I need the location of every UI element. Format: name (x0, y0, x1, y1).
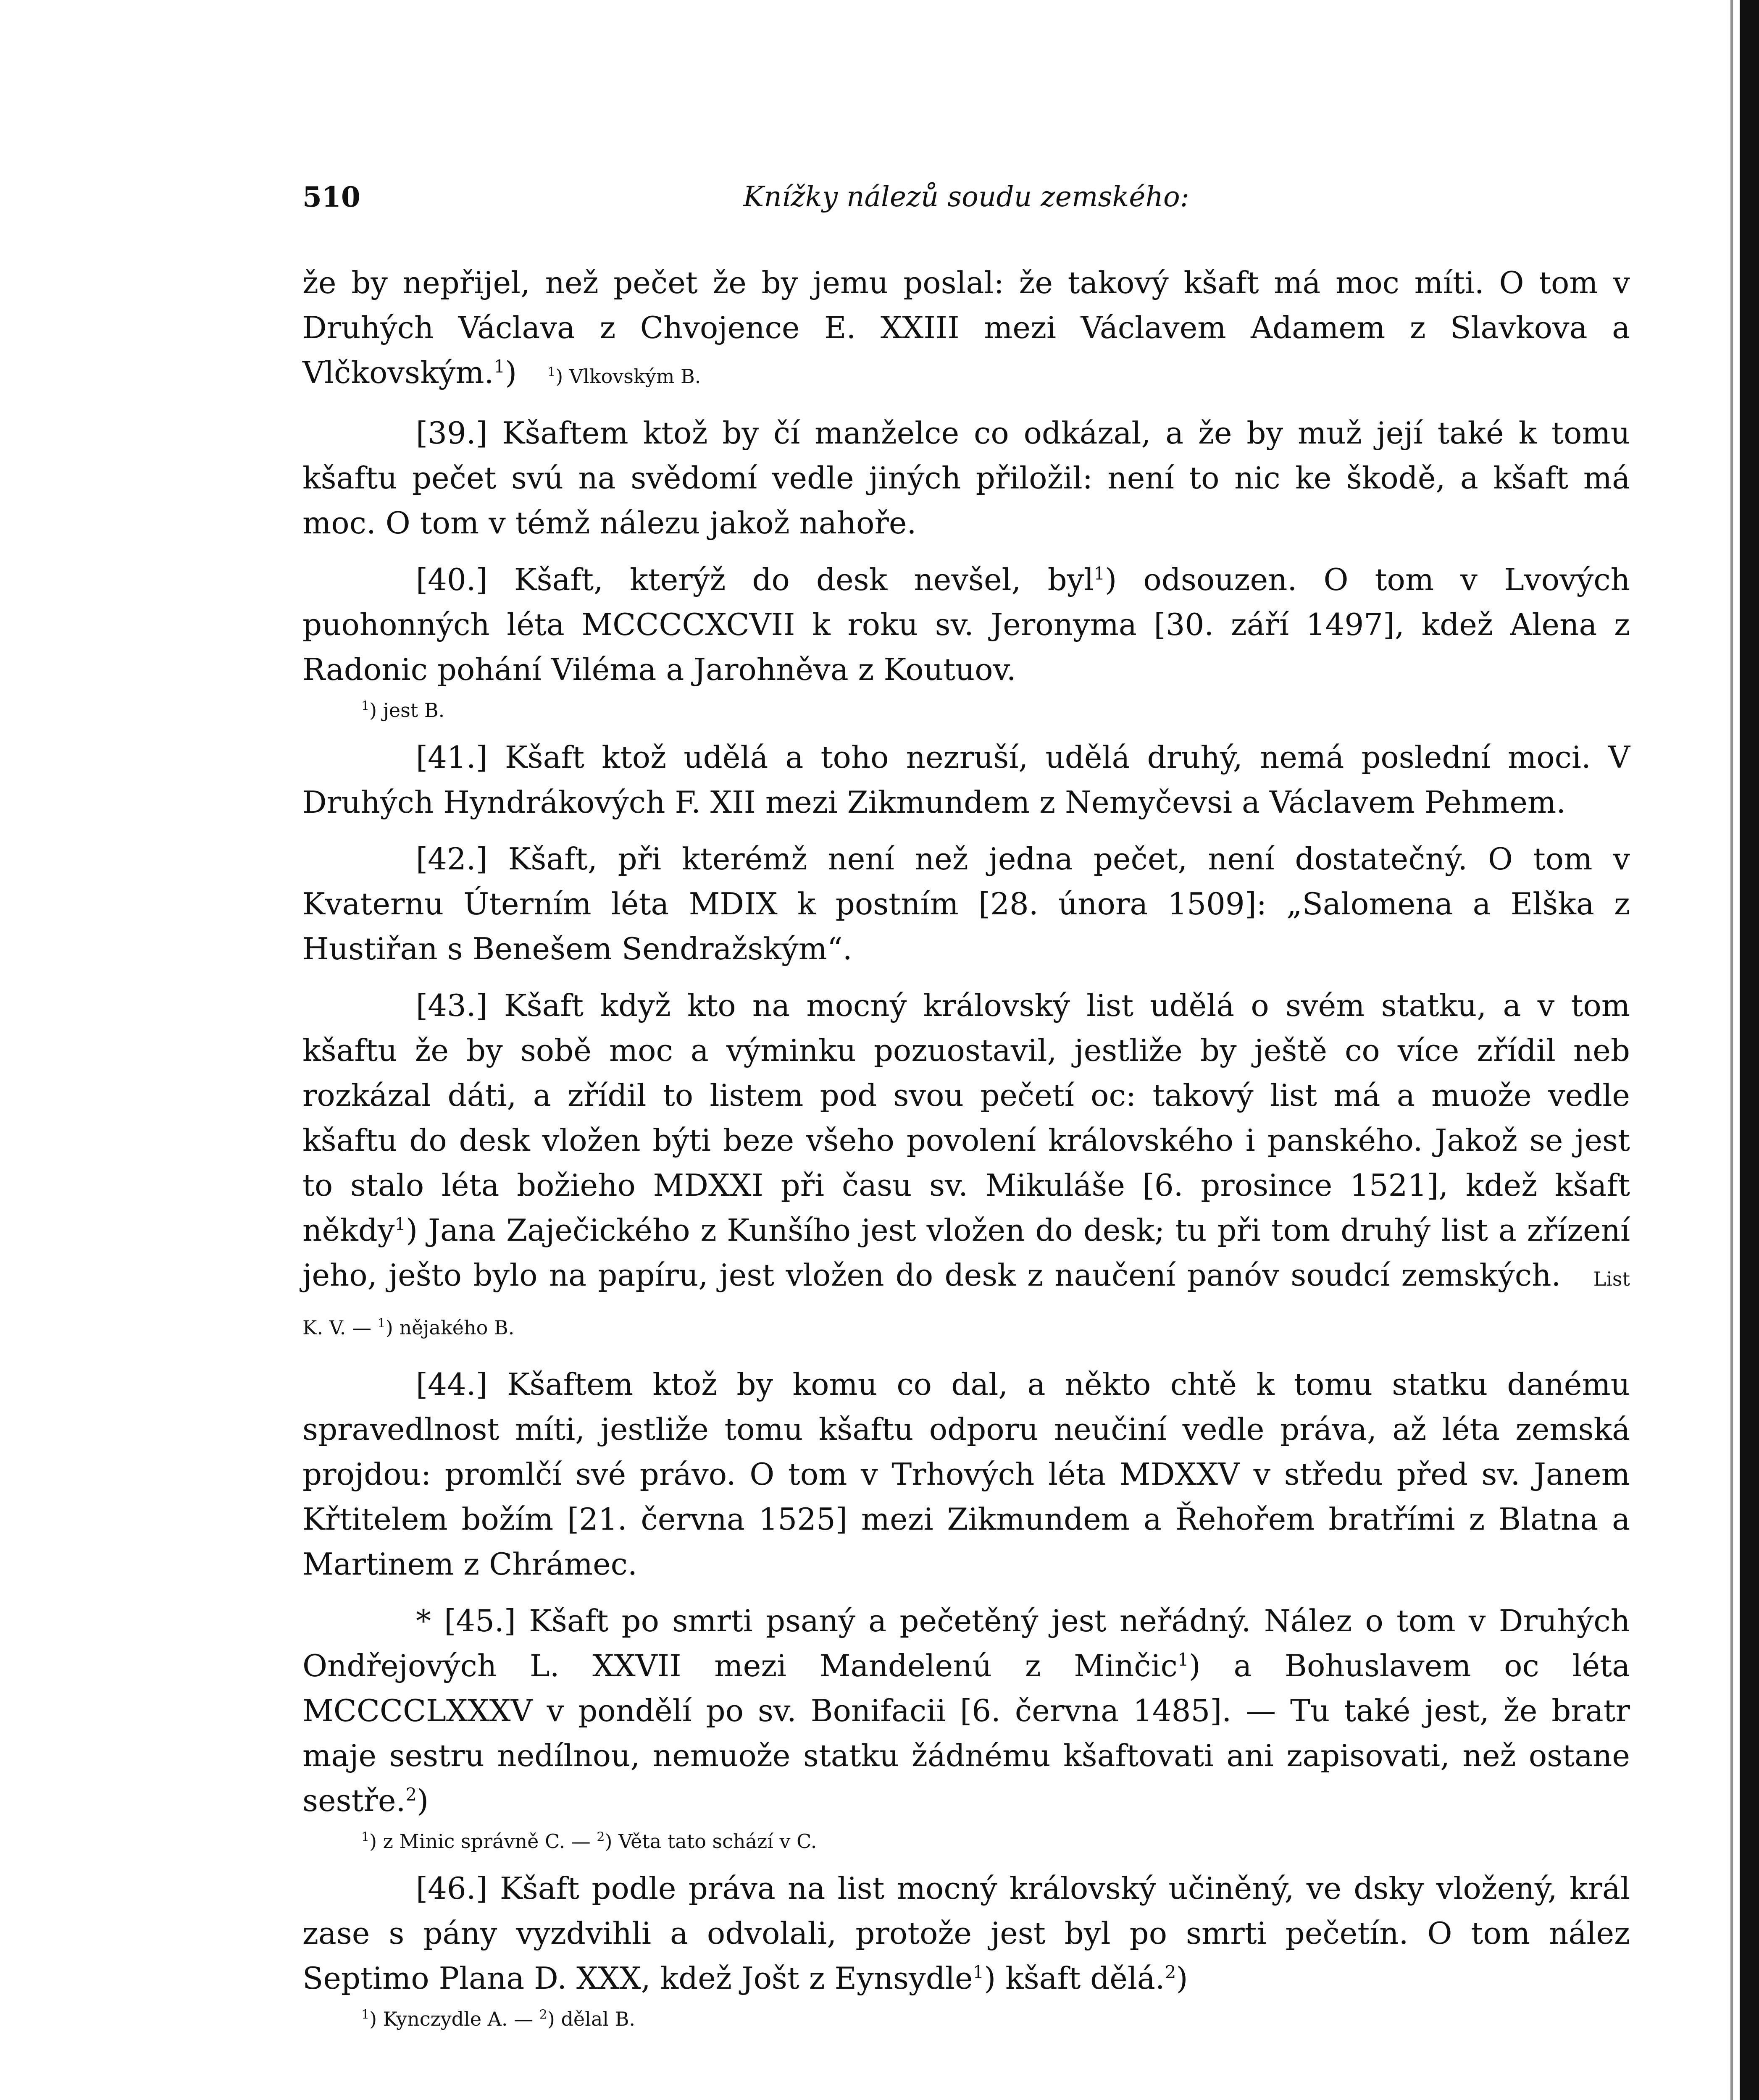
paragraph-text: že by nepřijel, než pečet že by jemu poslal: že takový kšaft má moc míti. O tom v Druhých Václava z Chvojence E. XXIII mezi Václavem Adamem z Slavkova a Vlčkovským. (302, 265, 1630, 390)
paragraph-text: ) a Bohuslavem oc léta MCCCCLXXXV v pondělí po sv. Bonifacii [6. června 1485]. — Tu také jest, že bratr maje sestru nedílnou, nemuože statku žádnému kšaftovati ani zapisovati, než ostane sestře. (302, 1648, 1630, 1818)
paragraph-text: [44.] Kšaftem ktož by komu co dal, a někto chtě k tomu statku danému spravedlnost míti, jestliže tomu kšaftu odporu neučiní vedle práva, až léta zemská projdou: promlčí své právo. O tom v Trhových léta MDXXV v středu před sv. Janem Křtitelem božím [21. června 1525] mezi Zikmundem a Řehořem bratřími z Blatna a Martinem z Chrámec. (302, 1367, 1630, 1582)
footnote (361, 697, 1630, 723)
page-header (302, 181, 1630, 235)
footnote-marker: 1 (1094, 563, 1105, 584)
paragraph-text: [40.] Kšaft, kterýž do desk nevšel, byl (416, 562, 1094, 597)
page-number: 510 (302, 181, 360, 213)
paragraph-text: [41.] Kšaft ktož udělá a toho nezruší, udělá druhý, nemá poslední moci. V Druhých Hyndrákových F. XII mezi Zikmundem z Nemyčevsi a Václavem Pehmem. (302, 740, 1630, 820)
paragraph-text: ) kšaft dělá. (984, 1961, 1165, 1996)
footnote-text: ) nějakého B. (385, 1316, 515, 1339)
footnote-marker: 2 (539, 2007, 547, 2022)
paragraph-text: * [45.] Kšaft po smrti psaný a pečetěný jest neřádný. Nález o tom v Druhých Ondřejových L. XXVII mezi Mandelenú z Minčic (302, 1603, 1630, 1683)
footnote-inline (547, 365, 701, 388)
paragraph-45 (302, 1599, 1630, 1823)
paragraph-text: ) (417, 1783, 429, 1818)
footnote-text: ) dělal B. (547, 2008, 636, 2030)
footnote (361, 1828, 1630, 1854)
paragraph-text: [43.] Kšaft když kto na mocný královský list udělá o svém statku, a v tom kšaftu že by sobě moc a výminku pozuostavil, jestliže by ještě co více zřídil neb rozkázal dáti, a zřídil to listem pod svou pečetí oc: takový list má a muože vedle kšaftu do desk vložen býti beze všeho povolení královského i panského. Jakož se jest to stalo léta božieho MDXXI při času sv. Mikuláše [6. prosince 1521], kdež kšaft někdy (302, 988, 1630, 1248)
footnote-marker: 1 (494, 356, 505, 377)
footnote (361, 2006, 1630, 2032)
footnote-marker: 1 (361, 2007, 370, 2022)
footnote-text: ) Vlkovským B. (555, 365, 701, 388)
footnote-marker: 2 (597, 1830, 605, 1845)
footnote-marker: 1 (377, 1316, 386, 1331)
footnote-marker: 2 (1165, 1962, 1176, 1982)
paragraph-42 (302, 837, 1630, 971)
paragraph-text: [46.] Kšaft podle práva na list mocný královský učiněný, ve dsky vložený, král zase s pány vyzdvihli a odvolali, protože jest byl po smrti pečetín. O tom nález Septimo Plana D. XXX, kdež Jošt z Eynsydle (302, 1871, 1630, 1996)
paragraph-46 (302, 1866, 1630, 2001)
footnote-marker: 1 (547, 365, 556, 380)
paragraph-text: [42.] Kšaft, při kterémž není než jedna pečet, není dostatečný. O tom v Kvaternu Úterním léta MDIX k postním [28. února 1509]: „Salomena a Elška z Hustiřan s Benešem Sendražským“. (302, 841, 1630, 966)
paragraph-39 (302, 411, 1630, 546)
footnote-text: ) Věta tato schází v C. (605, 1830, 817, 1853)
paragraph-text: [39.] Kšaftem ktož by čí manželce co odkázal, a že by muž její také k tomu kšaftu pečet svú na svědomí vedle jiných přiložil: není to nic ke škodě, a kšaft má moc. O tom v témž nálezu jakož nahoře. (302, 415, 1630, 541)
paragraph-text: ) Jana Zaječického z Kunšího jest vložen do desk; tu při tom druhý list a zřízení jeho, ješto bylo na papíru, jest vložen do desk z naučení panóv soudcí zemských. (302, 1213, 1630, 1293)
paragraph-41 (302, 735, 1630, 825)
footnote-text: ) z Minic správně C. — (369, 1830, 597, 1853)
body-text (302, 260, 1630, 2032)
paragraph-text: ) (505, 355, 517, 390)
footnote-marker: 2 (405, 1784, 417, 1805)
paragraph-44 (302, 1362, 1630, 1587)
paragraph-43 (302, 983, 1630, 1350)
footnote-marker: 1 (973, 1962, 984, 1982)
footnote-text: List K. V. — (302, 1268, 1630, 1339)
footnote-marker: 1 (394, 1214, 406, 1234)
paragraph-text: ) (1176, 1961, 1188, 1996)
footnote-marker: 1 (361, 1830, 370, 1845)
footnote-text: ) jest B. (369, 699, 445, 722)
paragraph-continued (302, 260, 1630, 399)
footnote-text: ) Kynczydle A. — (369, 2008, 539, 2030)
scan-border-line (1730, 0, 1733, 2100)
paragraph-text: ) odsouzen. O tom v Lvových puohonných léta MCCCCXCVII k roku sv. Jeronyma [30. září 1497], kdež Alena z Radonic pohání Viléma a Jarohněva z Koutuov. (302, 562, 1630, 687)
footnote-marker: 1 (1177, 1649, 1189, 1670)
scan-border-edge (1740, 0, 1759, 2100)
running-title: Knížky nálezů soudu zemského: (743, 181, 1189, 213)
book-page (302, 181, 1630, 2044)
paragraph-40 (302, 557, 1630, 692)
footnote-marker: 1 (361, 698, 370, 714)
